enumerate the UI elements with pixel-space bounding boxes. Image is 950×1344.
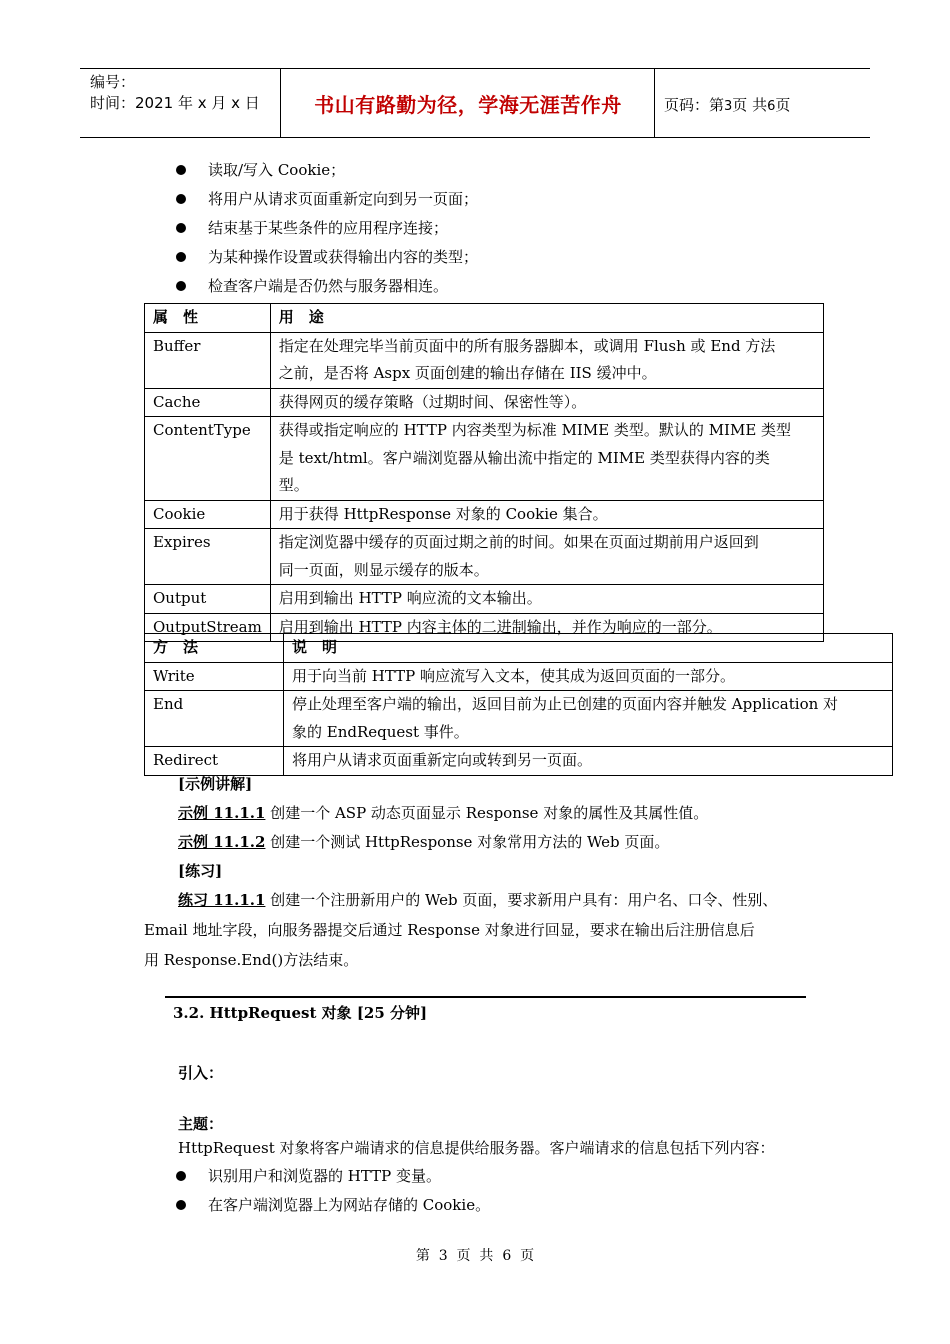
list-item: 识别用户和浏览器的 HTTP 变量。 xyxy=(176,1166,441,1186)
examples-heading: [示例讲解] xyxy=(178,775,253,793)
bullet-icon xyxy=(176,194,186,204)
example-item: 示例 11.1.2 创建一个测试 HttpResponse 对象常用方法的 Web 页面。 xyxy=(178,833,670,851)
section-desc: HttpRequest 对象将客户端请求的信息提供给服务器。客户端请求的信息包括下列内容： xyxy=(178,1139,775,1157)
property-name: Expires xyxy=(145,529,271,585)
property-name: Cookie xyxy=(145,500,271,529)
property-name: Buffer xyxy=(145,332,271,388)
header-meta xyxy=(90,72,260,114)
table-header-row xyxy=(145,304,824,333)
time-label: 时间：2021 年 x 月 x 日 xyxy=(90,94,260,112)
list-item: 结束基于某些条件的应用程序连接； xyxy=(176,218,448,238)
table-header-row xyxy=(145,634,893,663)
bullet-icon xyxy=(176,1200,186,1210)
column-header: 用 途 xyxy=(270,304,823,333)
intro-label: 引入： xyxy=(178,1064,224,1082)
table-row xyxy=(145,417,824,501)
list-item: 读取/写入 Cookie； xyxy=(176,160,345,180)
property-desc: 指定浏览器中缓存的页面过期之前的时间。如果在页面过期前用户返回到 同一页面，则显示缓存的版本。 xyxy=(270,529,823,585)
list-item: 在客户端浏览器上为网站存储的 Cookie。 xyxy=(176,1195,490,1215)
list-item: 为某种操作设置或获得输出内容的类型； xyxy=(176,247,478,267)
section-divider xyxy=(165,996,806,998)
bullet-icon xyxy=(176,165,186,175)
bullet-icon xyxy=(176,223,186,233)
property-desc: 获得网页的缓存策略（过期时间、保密性等）。 xyxy=(270,388,823,417)
exercise-line: 练习 11.1.1 创建一个注册新用户的 Web 页面，要求新用户具有：用户名、口令、性别、 xyxy=(178,891,778,909)
topic-label: 主题： xyxy=(178,1115,224,1133)
document-header xyxy=(80,68,870,138)
method-name: Redirect xyxy=(145,747,284,776)
methods-table xyxy=(144,633,893,776)
list-item: 检查客户端是否仍然与服务器相连。 xyxy=(176,276,448,296)
table-row xyxy=(145,529,824,585)
table-row xyxy=(145,500,824,529)
method-desc: 将用户从请求页面重新定向或转到另一页面。 xyxy=(284,747,893,776)
table-row xyxy=(145,662,893,691)
header-page-info: 页码：第3页 共6页 xyxy=(664,96,791,114)
property-name: Cache xyxy=(145,388,271,417)
bullet-icon xyxy=(176,1171,186,1181)
method-name: End xyxy=(145,691,284,747)
section-title: 3.2. HttpRequest 对象 [25 分钟] xyxy=(173,1004,428,1022)
column-header: 属 性 xyxy=(145,304,271,333)
exercise-line: 用 Response.End()方法结束。 xyxy=(144,951,359,969)
property-desc: 指定在处理完毕当前页面中的所有服务器脚本，或调用 Flush 或 End 方法 之前，是否将 Aspx 页面创建的输出存储在 IIS 缓冲中。 xyxy=(270,332,823,388)
exercise-line: Email 地址字段，向服务器提交后通过 Response 对象进行回显，要求在输出后注册信息后 xyxy=(144,921,755,939)
header-divider xyxy=(654,69,655,137)
property-desc: 用于获得 HttpResponse 对象的 Cookie 集合。 xyxy=(270,500,823,529)
list-item: 将用户从请求页面重新定向到另一页面； xyxy=(176,189,478,209)
number-label: 编号： xyxy=(90,73,136,91)
table-row xyxy=(145,747,893,776)
method-name: Write xyxy=(145,662,284,691)
page-footer: 第 3 页 共 6 页 xyxy=(415,1248,535,1264)
table-row xyxy=(145,585,824,614)
table-row xyxy=(145,388,824,417)
header-motto: 书山有路勤为径，学海无涯苦作舟 xyxy=(314,93,622,117)
property-name: OutputStream xyxy=(145,613,271,642)
column-header: 说 明 xyxy=(284,634,893,663)
property-desc: 启用到输出 HTTP 内容主体的二进制输出，并作为响应的一部分。 xyxy=(270,613,823,642)
method-desc: 用于向当前 HTTP 响应流写入文本，使其成为返回页面的一部分。 xyxy=(284,662,893,691)
property-name: ContentType xyxy=(145,417,271,501)
table-row xyxy=(145,332,824,388)
method-desc: 停止处理至客户端的输出，返回目前为止已创建的页面内容并触发 Application 对 象的 EndRequest 事件。 xyxy=(284,691,893,747)
bullet-icon xyxy=(176,281,186,291)
properties-table xyxy=(144,303,824,642)
property-desc: 启用到输出 HTTP 响应流的文本输出。 xyxy=(270,585,823,614)
property-name: Output xyxy=(145,585,271,614)
column-header: 方 法 xyxy=(145,634,284,663)
table-row xyxy=(145,691,893,747)
exercise-heading: [练习] xyxy=(178,862,223,880)
bullet-icon xyxy=(176,252,186,262)
example-item: 示例 11.1.1 创建一个 ASP 动态页面显示 Response 对象的属性及其属性值。 xyxy=(178,804,709,822)
header-divider xyxy=(280,69,281,137)
property-desc: 获得或指定响应的 HTTP 内容类型为标准 MIME 类型。默认的 MIME 类型 是 text/html。客户端浏览器从输出流中指定的 MIME 类型获得内容的类 型。 xyxy=(270,417,823,501)
